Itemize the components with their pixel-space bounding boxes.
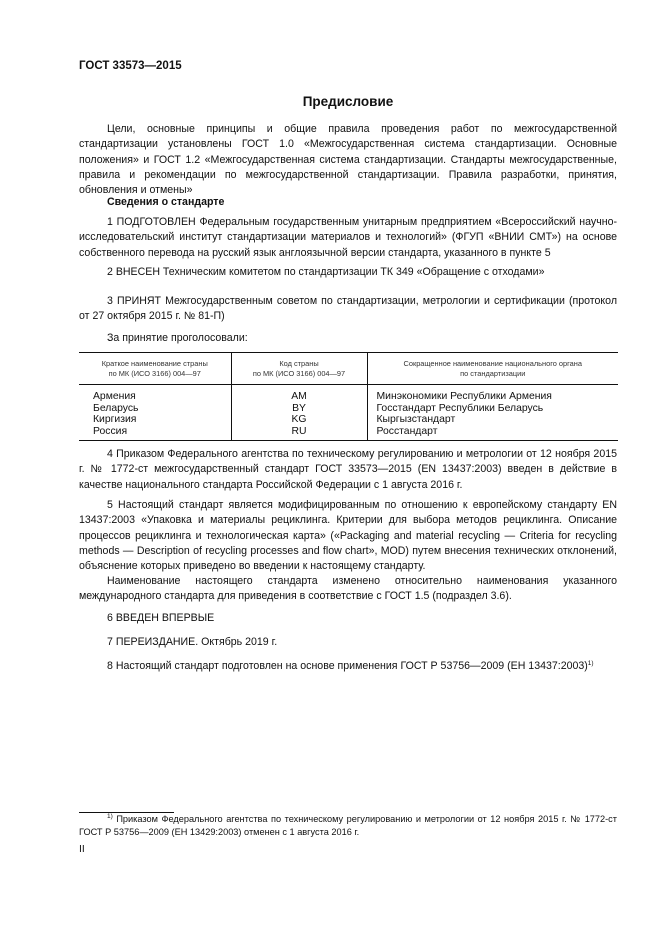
table-row [79, 403, 618, 415]
header-body [367, 353, 618, 385]
table-row [79, 414, 618, 426]
item-5-paragraph: 5 Настоящий стандарт является модифицированным по отношению к европейскому стандарту EN 13437:2003 «Упаковка и материалы рециклинга. Критерии для выбора методов рециклинга. Описание процессов рециклинга и технологическая карта» («Packaging and material recycling — Criteria for recycling methods — Description of recycling processes and flow chart», MOD) путем внесения технических отклонений, объяснение которых приведено во введении к настоящему стандарту. [79, 499, 617, 573]
countries-table [79, 352, 618, 441]
country-cell: Армения [79, 385, 231, 403]
header-code [231, 353, 367, 385]
code-cell: KG [231, 414, 367, 426]
code-cell: AM [231, 385, 367, 403]
item-8-paragraph [79, 659, 617, 674]
intro-paragraph: Цели, основные принципы и общие правила проведения работ по межгосударственной стандартизации установлены ГОСТ 1.0 «Межгосударственная система стандартизации. Основные положения» и ГОСТ 1.2 «Межгосударственная система стандартизации. Стандарты межгосударственные, правила и рекомендации по межгосударственной стандартизации. Правила разработки, принятия, обновления и отмены» [79, 123, 617, 197]
country-cell: Киргизия [79, 414, 231, 426]
code-cell: BY [231, 403, 367, 415]
header-country-line1: Краткое наименование страны [101, 359, 208, 368]
body-cell: Кыргызстандарт [376, 414, 456, 426]
header-country-line2: по МК (ИСО 3166) 004—97 [108, 369, 201, 378]
item-2-paragraph: 2 ВНЕСЕН Техническим комитетом по стандартизации ТК 349 «Обращение с отходами» [107, 266, 545, 278]
table-row [79, 426, 618, 441]
header-country [79, 353, 231, 385]
item-5-note-paragraph: Наименование настоящего стандарта изменено относительно наименования указанного международного стандарта для приведения в соответствие с ГОСТ 1.5 (подраздел 3.6). [79, 575, 617, 603]
header-body-line2: по стандартизации [460, 369, 526, 378]
country-cell: Россия [79, 426, 231, 441]
footnote-mark: 1) [107, 813, 113, 820]
voted-label: За принятие проголосовали: [107, 332, 248, 344]
item-3-paragraph: 3 ПРИНЯТ Межгосударственным советом по стандартизации, метрологии и сертификации (протокол от 27 октября 2015 г. № 81-П) [79, 295, 617, 323]
item-7-paragraph: 7 ПЕРЕИЗДАНИЕ. Октябрь 2019 г. [107, 636, 278, 648]
header-code-line1: Код страны [279, 359, 319, 368]
item-8-text: 8 Настоящий стандарт подготовлен на основе применения ГОСТ Р 53756—2009 (ЕН 13437:2003) [107, 660, 588, 672]
section-heading: Сведения о стандарте [107, 196, 225, 208]
table-row [79, 385, 618, 403]
footnote [79, 813, 617, 839]
item-6-paragraph: 6 ВВЕДЕН ВПЕРВЫЕ [107, 612, 215, 624]
code-cell: RU [231, 426, 367, 441]
header-body-line1: Сокращенное наименование национального органа [403, 359, 582, 368]
body-cell: Росстандарт [367, 426, 618, 441]
standard-code-header: ГОСТ 33573—2015 [79, 60, 182, 72]
footnote-text: Приказом Федерального агентства по техническому регулированию и метрологии от 12 ноября 2015 г. № 1772-ст ГОСТ Р 53756—2009 (ЕН 13429:2003) отменен с 1 августа 2016 г. [79, 814, 617, 837]
body-cell: Госстандарт Республики Беларусь [376, 402, 544, 414]
body-cell: Минэкономики Республики Армения [376, 391, 552, 402]
page-title: Предисловие [302, 94, 394, 109]
country-cell: Беларусь [79, 403, 231, 415]
item-1-paragraph: 1 ПОДГОТОВЛЕН Федеральным государственным унитарным предприятием «Всероссийский научно-исследовательский институт стандартизации материалов и технологий» (ФГУП «ВНИИ СМТ») на основе собственного перевода на русский язык англоязычной версии стандарта, указанного в пункте 5 [79, 216, 617, 259]
footnote-reference[interactable]: 1) [587, 660, 594, 667]
page-number: II [79, 844, 85, 855]
header-code-line2: по МК (ИСО 3166) 004—97 [252, 369, 346, 378]
item-4-paragraph: 4 Приказом Федерального агентства по техническому регулированию и метрологии от 12 ноября 2015 г. № 1772-ст межгосударственный стандарт ГОСТ 33573—2015 (EN 13437:2003) введен в действие в качестве национального стандарта Российской Федерации с 1 августа 2016 г. [79, 448, 617, 491]
table-header-row [79, 353, 618, 385]
